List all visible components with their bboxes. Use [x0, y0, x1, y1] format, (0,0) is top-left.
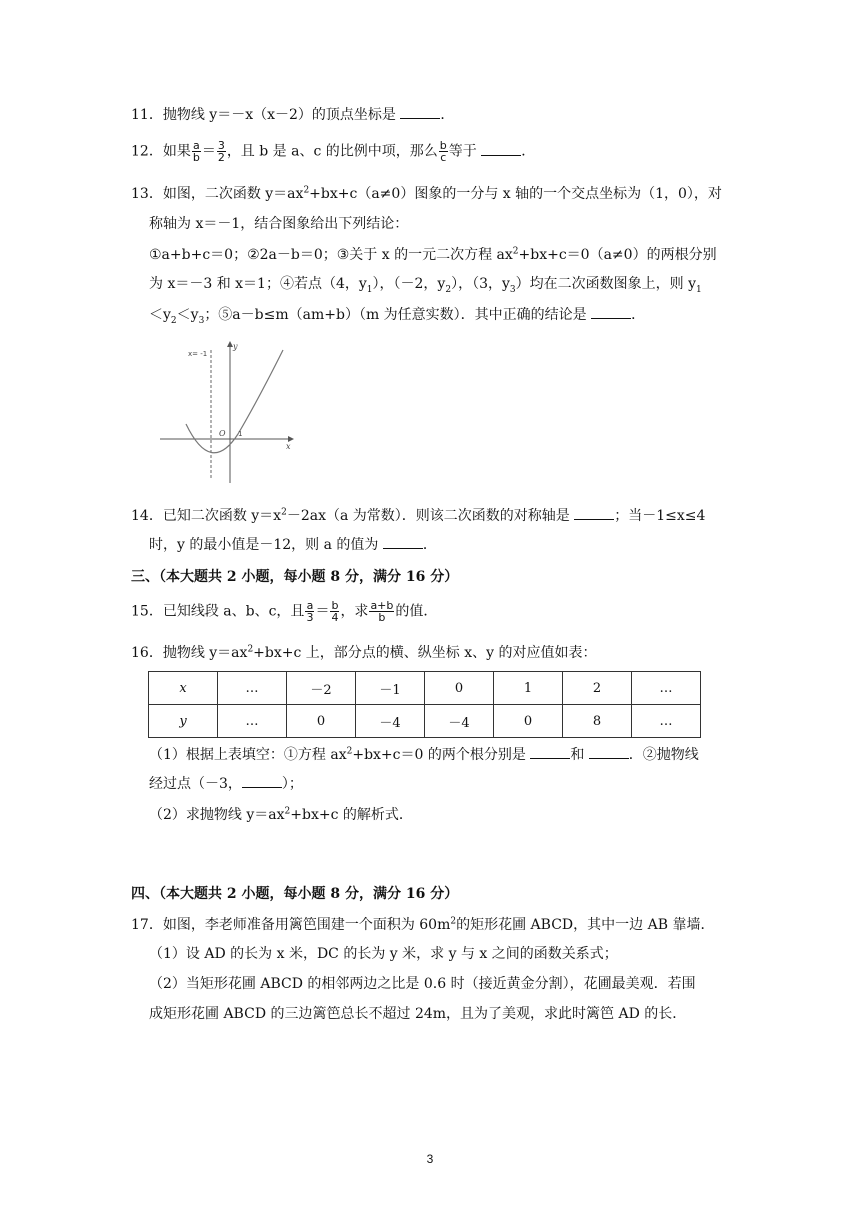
parabola-graph — [155, 338, 300, 488]
page-number: 3 — [426, 1152, 434, 1166]
question-14-line-2: 时，y 的最小值是－12，则 a 的值为 ． — [149, 534, 437, 556]
table-row-x — [149, 672, 701, 705]
tick-one-label: 1 — [238, 430, 243, 438]
section-heading-3: 三、（本大题共 2 小题，每小题 8 分，满分 16 分） — [131, 569, 459, 585]
table-cell: x — [149, 672, 218, 705]
question-12: 12．如果 $\frac{a}{b}$ ＝ $\frac{3}{2}$ ，且 b 是 a、c 的比例中项，那么 $\frac{b}{c}$ 等于 ． — [131, 139, 536, 164]
answer-blank — [589, 744, 629, 759]
table-cell: … — [632, 672, 701, 705]
table-cell: … — [632, 705, 701, 738]
table-cell: y — [149, 705, 218, 738]
question-17-line-1: 17．如图，李老师准备用篱笆围建一个面积为 $60m^2$的矩形花圃 ABCD，其中一边 AB 靠墙． — [131, 916, 715, 933]
answer-blank — [530, 744, 570, 759]
question-16-intro: 16．抛物线 $y=ax^2+bx+c$ 上，部分点的横、纵坐标 x、y 的对应值如表： — [131, 644, 597, 661]
answer-blank — [400, 104, 440, 119]
question-17-part-2-line-2: 成矩形花圃 ABCD 的三边篱笆总长不超过 24m，且为了美观，求此时篱笆 AD 的长． — [149, 1006, 687, 1022]
fraction-a-over-b: $\frac{a}{b}$ — [192, 139, 200, 164]
section-heading-4: 四、（本大题共 2 小题，每小题 8 分，满分 16 分） — [131, 886, 459, 902]
x-axis-label: x — [286, 442, 291, 451]
answer-blank — [481, 141, 521, 156]
table-cell: … — [218, 705, 287, 738]
table-cell: 0 — [287, 705, 356, 738]
question-13-line-3: ①a+b+c＝0；②2a－b＝0；③关于 x 的一元二次方程 $ax^2+bx+c=0(a\ne 0)$的两根分别 — [149, 246, 717, 263]
question-17-part-1: （1）设 AD 的长为 x 米，DC 的长为 y 米，求 y 与 x 之间的函数关系式； — [149, 946, 618, 962]
fraction-3-over-2: $\frac{3}{2}$ — [217, 139, 225, 164]
question-16-part-1-line-2: 经过点（－3， ）； — [149, 773, 303, 795]
fraction-a-plus-b-over-b: $\frac{a+b}{b}$ — [370, 599, 394, 624]
question-16-part-2: （2）求抛物线 $y=ax^2+bx+c$ 的解析式． — [149, 806, 413, 823]
question-15: 15．已知线段 a、b、c，且 $\frac{a}{3}$ ＝ $\frac{b}{4}$ ，求 $\frac{a+b}{b}$ 的值． — [131, 599, 438, 624]
fraction-a-over-3: $\frac{a}{3}$ — [306, 599, 314, 624]
answer-blank — [591, 304, 631, 319]
table-cell: －4 — [356, 705, 425, 738]
answer-blank — [242, 773, 282, 788]
question-13-line-1: 13．如图，二次函数 $y=ax^2+bx+c(a\ne 0)$图象的一分与 x 轴的一个交点坐标为（1，0），对 — [131, 185, 722, 202]
table-cell: －2 — [287, 672, 356, 705]
values-table — [148, 671, 701, 738]
question-16-part-1: （1）根据上表填空：①方程 $ax^2+bx+c=0$ 的两个根分别是 和 ．②抛物线 — [149, 744, 699, 766]
answer-blank — [574, 505, 614, 520]
symmetry-axis-label: x= -1 — [188, 350, 208, 358]
table-cell: 2 — [563, 672, 632, 705]
question-17-part-2: （2）当矩形花圃 ABCD 的相邻两边之比是 0.6 时（接近黄金分割），花圃最美观．若围 — [149, 976, 696, 992]
table-cell: 8 — [563, 705, 632, 738]
question-13-line-4: 为 x＝－3 和 x＝1；④若点（4，$y_1$），（－2，$y_2$），（3，$y_3$）均在二次函数图象上，则 $y_1$ — [149, 276, 702, 295]
question-13-line-2: 称轴为 x＝－1，结合图象给出下列结论： — [149, 216, 409, 232]
parabola-curve — [186, 350, 283, 453]
fraction-b-over-c: $\frac{b}{c}$ — [439, 139, 447, 164]
origin-label: O — [219, 429, 226, 438]
question-13-line-5: $<y_2<y_3$；⑤a－b≤m（am+b）（m 为任意实数）．其中正确的结论是 ． — [149, 304, 645, 326]
table-cell: －4 — [425, 705, 494, 738]
table-row-y — [149, 705, 701, 738]
table-cell: 0 — [494, 705, 563, 738]
answer-blank — [383, 534, 423, 549]
fraction-b-over-4: $\frac{b}{4}$ — [331, 599, 339, 624]
table-cell: … — [218, 672, 287, 705]
table-cell: 1 — [494, 672, 563, 705]
question-14-line-1: 14．已知二次函数 $y=x^2-2ax(a$ 为常数）．则该二次函数的对称轴是 ；当－1≤x≤4 — [131, 505, 705, 527]
question-11: 11．抛物线 y＝－x（x－2）的顶点坐标是 ． — [131, 104, 454, 126]
y-axis-label: y — [233, 342, 238, 351]
table-cell: －1 — [356, 672, 425, 705]
table-cell: 0 — [425, 672, 494, 705]
